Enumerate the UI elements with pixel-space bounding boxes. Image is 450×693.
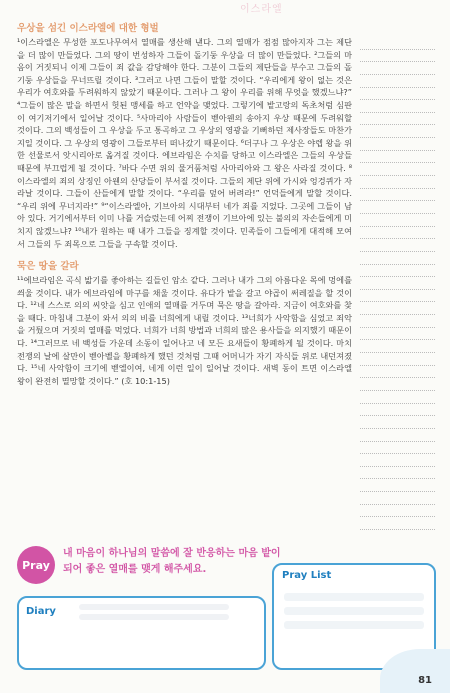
note-line [360,189,435,202]
note-line [360,302,435,315]
note-line [360,391,435,404]
note-line [360,50,435,63]
scripture-paragraph-2: ¹¹에브라임은 곡식 밟기를 좋아하는 길들인 암소 같다. 그러나 내가 그의 아름다운 목에 멍에를 씌울 것이다. 내가 에브라임에 마구를 채울 것이다. 유다가 밭을 갈고 야곱이 써레질을 할 것이다. ¹²네 스스로 의의 씨앗을 심고 인애의 열매를 거두며 묵은 땅을 갈아라. 지금이 여호와를 찾을 때다. 마침내 그분이 와서 의의 비를 너희에게 내릴 것이다. ¹³너희가 사악함을 심었고 죄악을 거뒀으며 거짓의 열매를 먹었다. 너희가 너희 방법과 너희의 많은 용사들을 의지했기 때문이다. ¹⁴그러므로 네 백성들 가운데 소동이 일어나고 네 모든 요새들이 황폐하게 될 것이다. 마치 전쟁의 날에 살만이 벧아벨을 황폐하게 했던 것처럼 그때 어머니가 자기 자식들 위로 내던져졌다. ¹⁵네 사악함이 크기에 벧엘이여, 네게 이런 일이 일어날 것이다. 새벽 동이 트면 이스라엘 왕이 완전히 멸망할 것이다.” (호 10:1-15) [17,275,352,386]
note-line [360,479,435,492]
note-line [360,62,435,75]
section-title-fallow-ground: 묵은 땅을 갈라 [17,261,79,273]
note-line [360,201,435,214]
note-line [360,176,435,189]
note-line [360,328,435,341]
note-line [360,429,435,442]
header-watermark: 이스라엘 [240,4,283,15]
note-line [360,467,435,480]
note-line [360,252,435,265]
note-line [360,366,435,379]
section-spacer [17,250,352,260]
note-line [360,492,435,505]
note-line [360,37,435,50]
note-line [360,265,435,278]
note-line [360,378,435,391]
diary-title: Diary [26,606,56,617]
note-line [360,75,435,88]
note-line [360,416,435,429]
pray-list-writing-area[interactable] [284,593,424,643]
faint-line [284,593,424,601]
faint-line [284,607,424,615]
note-line [360,505,435,518]
note-line [360,315,435,328]
note-line [360,404,435,417]
note-line [360,239,435,252]
diary-writing-area[interactable] [79,604,229,624]
diary-box[interactable] [17,596,266,670]
note-line [360,138,435,151]
note-line [360,163,435,176]
faint-line [284,621,424,629]
pray-list-title: Pray List [282,570,332,581]
pray-text: 내 마음이 하나님의 말씀에 잘 반응하는 마음 밭이 되어 좋은 열매를 맺게 해주세요. [63,548,281,575]
note-line [360,100,435,113]
scripture-paragraph-1: ¹이스라엘은 무성한 포도나무여서 열매를 생산해 낸다. 그의 열매가 점점 많아지자 그는 제단을 더 많이 만들었다. 그의 땅이 번성하자 그들이 돌기둥 우상을 더 많이 만들었다. ²그들의 마음이 거짓되니 이제 그들이 죄 값을 감당해야 한다. 그분이 그들의 제단들을 부수고 그들의 돌기둥 우상들을 무너뜨릴 것이다. ³그러고 나면 그들이 말할 것이다. “우리에게 왕이 없는 것은 우리가 여호와를 두려워하지 않았기 때문이다. 그러나 그 왕이 우리를 위해 무엇을 했겠느냐?” ⁴그들이 많은 말을 하면서 헛된 맹세를 하고 언약을 맺었다. 그렇기에 밭고랑의 독초처럼 심판이 여기저기에서 일어날 것이다. ⁵사마리아 사람들이 벧아웬의 송아지 우상 때문에 두려워할 것이다. 그의 백성들이 그 우상을 두고 통곡하고 그 우상의 영광을 기뻐하던 제사장들도 마찬가지일 것이다. 그 우상의 영광이 그들로부터 떠나갔기 때문이다. ⁶더구나 그 우상은 야렙 왕을 위한 선물로서 앗시리아로 옮겨질 것이다. 에브라임은 수치를 당하고 이스라엘은 그들의 우상들 때문에 부끄럽게 될 것이다. ⁷바다 수면 위의 물거품처럼 사마리아와 그 왕은 사라질 것이다. ⁸이스라엘의 죄의 상징인 아웬의 산당들이 부서질 것이다. 그들의 제단 위에 가시와 엉겅퀴가 자라날 것이다. 그들이 산들에게 말할 것이다. “우리를 덮어 버려라!” 언덕들에게 말할 것이다. “우리 위에 무너지라!” ⁹“이스라엘아, 기브아의 시대부터 네가 죄를 지었다. 그곳에 그들이 남아 있다. 거기에서부터 이미 나를 거슬렀는데 어찌 전쟁이 기브아에 있는 불의의 자손들에게 미치지 않겠느냐? ¹⁰내가 원하는 때 내가 그들을 징계할 것이다. 민족들이 그들에게 대적해 모여서 그들의 두 죄목으로 그들을 구속할 것이다. [17,37,352,249]
page-number: 81 [418,675,432,686]
note-line [360,277,435,290]
faint-line [79,614,229,620]
scripture-column [17,22,352,387]
note-line [360,454,435,467]
section-title-punishment: 우상을 섬긴 이스라엘에 대한 형벌 [17,23,159,34]
note-line [360,517,435,530]
note-lines [360,37,435,530]
pray-badge: Pray [17,546,55,584]
note-line [360,340,435,353]
note-line [360,125,435,138]
note-line [360,113,435,126]
faint-line [79,604,229,610]
note-line [360,214,435,227]
note-line [360,290,435,303]
note-line [360,353,435,366]
note-line [360,227,435,240]
note-line [360,442,435,455]
note-line [360,88,435,101]
note-line [360,151,435,164]
